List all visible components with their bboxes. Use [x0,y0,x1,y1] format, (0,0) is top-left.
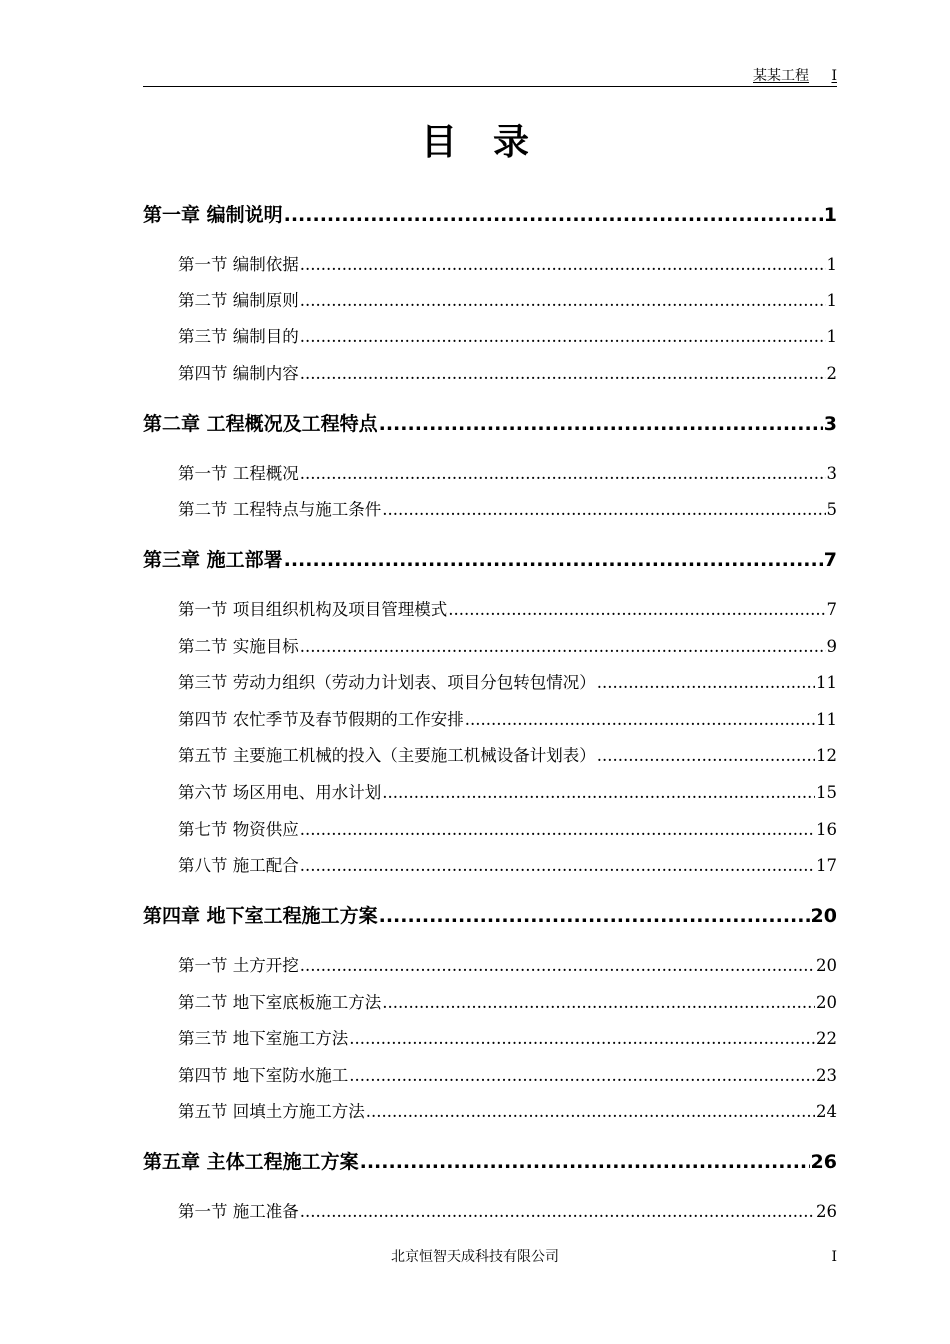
toc-page-number: 17 [816,856,837,875]
toc-entry-text: 第四节 地下室防水施工 [178,1066,349,1085]
toc-leader-dots [300,254,826,276]
toc-entry-text: 第三章 施工部署 [143,549,283,571]
toc-leader-dots [300,819,815,841]
toc-entry-text: 第四节 农忙季节及春节假期的工作安排 [178,710,464,729]
toc-entry-text: 第三节 地下室施工方法 [178,1029,349,1048]
toc-section-3-7[interactable] [178,819,837,841]
toc-entry-text: 第二节 实施目标 [178,637,299,656]
toc-leader-dots [284,202,823,228]
toc-leader-dots [465,709,815,731]
toc-page-number: 16 [816,820,837,839]
toc-section-3-1[interactable] [178,599,837,621]
page-header [143,68,837,87]
toc-section-3-2[interactable] [178,636,837,658]
toc-section-2-1[interactable] [178,463,837,485]
toc-page-number: 12 [816,746,837,765]
toc-entry-text: 第二节 地下室底板施工方法 [178,993,382,1012]
toc-leader-dots [366,1101,815,1123]
toc-leader-dots [382,992,815,1014]
toc-leader-dots [284,547,823,573]
footer-page-number: I [831,1249,837,1265]
toc-page-number: 11 [816,710,837,729]
toc-chapter-5[interactable] [143,1149,837,1175]
toc-entry-text: 第二节 编制原则 [178,291,299,310]
toc-chapter-4[interactable] [143,903,837,929]
toc-leader-dots [349,1028,815,1050]
toc-page-number: 1 [826,255,837,274]
toc-section-3-5[interactable] [178,745,837,767]
footer-company-name: 北京恒智天成科技有限公司 [391,1249,559,1265]
toc-entry-text: 第五章 主体工程施工方案 [143,1151,359,1173]
toc-section-1-1[interactable] [178,254,837,276]
toc-entry-text: 第三节 编制目的 [178,327,299,346]
toc-page-number: 11 [816,673,837,692]
toc-page-number: 9 [826,637,837,656]
toc-page-number: 20 [816,993,837,1012]
toc-page-number: 20 [810,905,837,927]
toc-page-number: 26 [816,1202,837,1221]
toc-page-number: 24 [816,1102,837,1121]
toc-entry-text: 第三节 劳动力组织（劳动力计划表、项目分包转包情况） [178,673,596,692]
toc-entry-text: 第二节 工程特点与施工条件 [178,500,382,519]
toc-page-number: 3 [826,464,837,483]
toc-leader-dots [360,1149,810,1175]
toc-leader-dots [379,411,823,437]
toc-section-2-2[interactable] [178,499,837,521]
toc-section-4-5[interactable] [178,1101,837,1123]
toc-entry-text: 第八节 施工配合 [178,856,299,875]
page-title: 目录 [420,122,565,163]
toc-entry-text: 第一章 编制说明 [143,204,283,226]
toc-entry-text: 第六节 场区用电、用水计划 [178,783,382,802]
toc-page-number: 20 [816,956,837,975]
toc-section-3-6[interactable] [178,782,837,804]
toc-leader-dots [448,599,825,621]
toc-section-3-4[interactable] [178,709,837,731]
toc-section-3-8[interactable] [178,855,837,877]
header-project-name: 某某工程 [753,68,809,84]
toc-entry-text: 第一节 土方开挖 [178,956,299,975]
toc-section-3-3[interactable] [178,672,837,694]
toc-leader-dots [300,955,815,977]
toc-section-4-3[interactable] [178,1028,837,1050]
toc-leader-dots [300,290,826,312]
toc-entry-text: 第四节 编制内容 [178,364,299,383]
toc-leader-dots [300,636,826,658]
toc-leader-dots [349,1065,815,1087]
toc-leader-dots [382,782,815,804]
toc-page-number: 22 [816,1029,837,1048]
toc-page-number: 15 [816,783,837,802]
toc-page-number: 7 [823,549,837,571]
toc-page-number: 5 [826,500,837,519]
toc-leader-dots [300,363,826,385]
toc-page-number: 1 [826,327,837,346]
toc-page-number: 1 [823,204,837,226]
toc-section-4-2[interactable] [178,992,837,1014]
toc-leader-dots [300,463,826,485]
toc-leader-dots [597,745,815,767]
toc-section-4-1[interactable] [178,955,837,977]
toc-entry-text: 第一节 项目组织机构及项目管理模式 [178,600,448,619]
toc-section-1-3[interactable] [178,326,837,348]
toc-section-1-4[interactable] [178,363,837,385]
toc-page-number: 2 [826,364,837,383]
toc-entry-text: 第一节 编制依据 [178,255,299,274]
toc-chapter-2[interactable] [143,411,837,437]
toc-entry-text: 第一节 施工准备 [178,1202,299,1221]
toc-leader-dots [597,672,815,694]
toc-page-number: 1 [826,291,837,310]
toc-leader-dots [382,499,825,521]
toc-chapter-3[interactable] [143,547,837,573]
toc-page-number: 3 [823,413,837,435]
toc-section-4-4[interactable] [178,1065,837,1087]
header-page-number: I [831,68,837,84]
toc-entry-text: 第二章 工程概况及工程特点 [143,413,378,435]
toc-leader-dots [300,855,815,877]
toc-entry-text: 第一节 工程概况 [178,464,299,483]
toc-page-number: 7 [826,600,837,619]
toc-leader-dots [300,326,826,348]
toc-entry-text: 第七节 物资供应 [178,820,299,839]
toc-entry-text: 第五节 回填土方施工方法 [178,1102,365,1121]
toc-entry-text: 第四章 地下室工程施工方案 [143,905,378,927]
toc-chapter-1[interactable] [143,202,837,228]
toc-leader-dots [300,1201,815,1223]
toc-page-number: 26 [810,1151,837,1173]
toc-page-number: 23 [816,1066,837,1085]
toc-section-5-1[interactable] [178,1201,837,1223]
toc-section-1-2[interactable] [178,290,837,312]
toc-entry-text: 第五节 主要施工机械的投入（主要施工机械设备计划表） [178,746,596,765]
toc-leader-dots [379,903,810,929]
